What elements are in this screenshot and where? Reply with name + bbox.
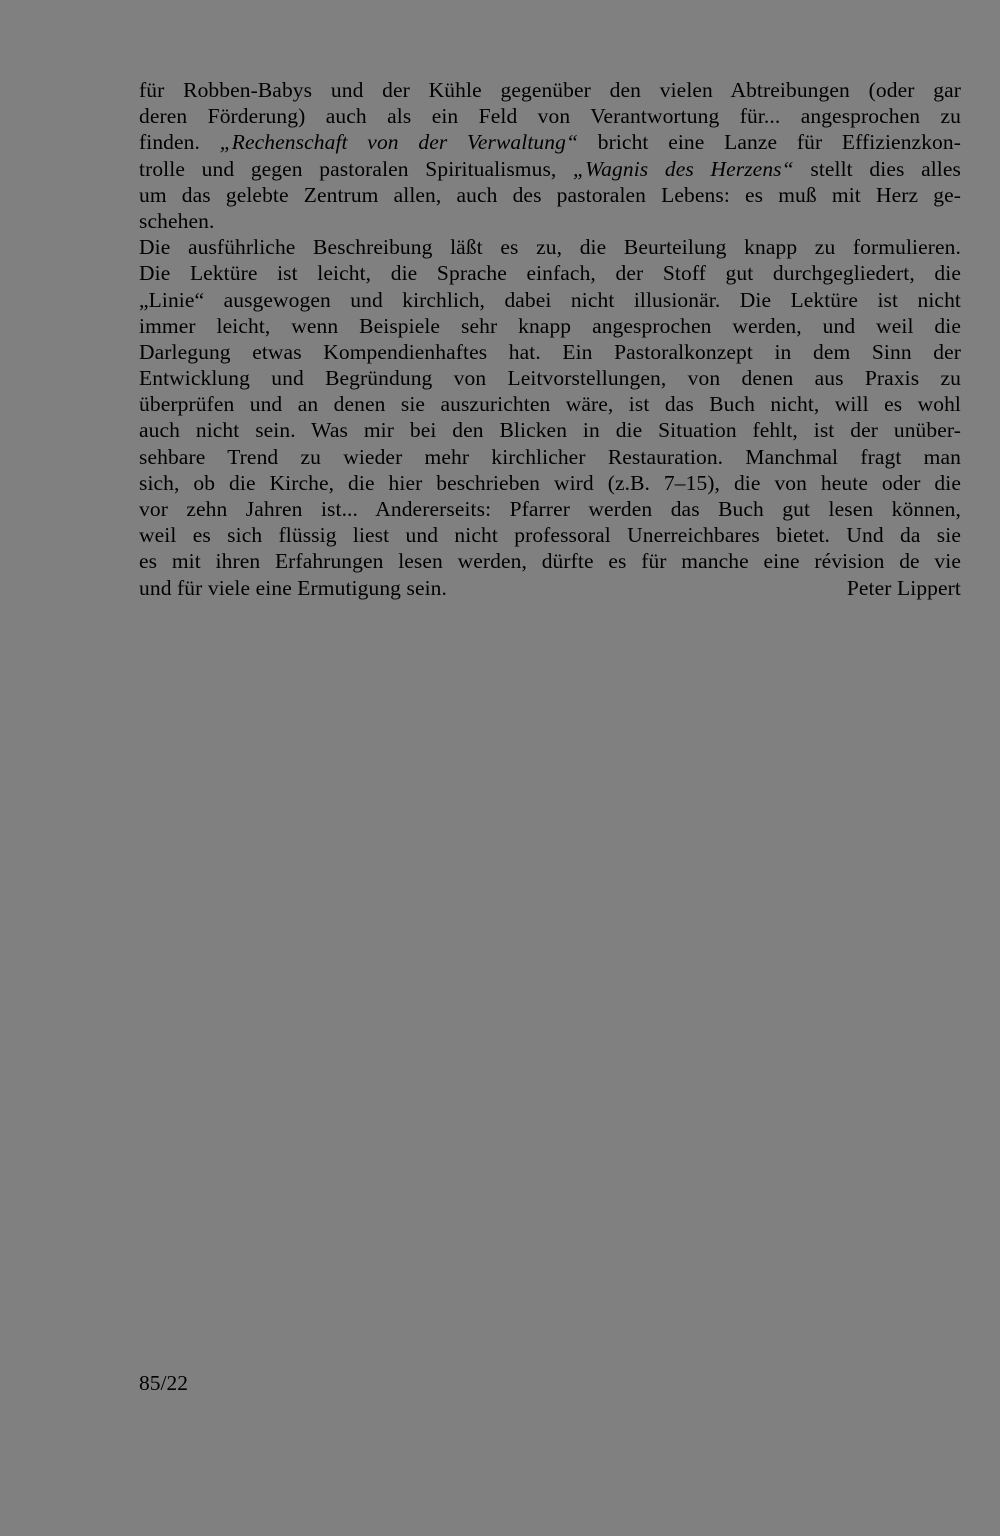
text-line-with-signature	[139, 575, 961, 601]
text-line: um das gelebte Zentrum allen, auch des pastoralen Lebens: es muß mit Herz ge-	[139, 182, 961, 207]
text-line: Die Lektüre ist leicht, die Sprache einfach, der Stoff gut durchgegliedert, die	[139, 261, 961, 286]
text-line: für Robben-Babys und der Kühle gegenüber den vielen Abtreibungen (oder gar	[139, 78, 961, 102]
final-sentence: und für viele eine Ermutigung sein.	[139, 575, 448, 600]
text-line: weil es sich flüssig liest und nicht professoral Unerreichbares bietet. Und da sie	[139, 523, 961, 548]
text-line: vor zehn Jahren ist... Andererseits: Pfarrer werden das Buch gut lesen können,	[139, 497, 961, 521]
page-number: 85/22	[139, 1371, 188, 1395]
text-line: es mit ihren Erfahrungen lesen werden, dürfte es für manche eine révision de vie	[139, 549, 961, 574]
text-line: sich, ob die Kirche, die hier beschrieben wird (z.B. 7–15), die von heute oder die	[139, 470, 961, 495]
text-line: finden. „Rechenschaft von der Verwaltung“ bricht eine Lanze für Effizienzkon-	[139, 130, 962, 155]
book-section-title: „Wagnis des Herzens“	[573, 156, 794, 181]
text-line: deren Förderung) auch als ein Feld von Verantwortung für... angesprochen zu	[139, 104, 961, 129]
book-section-title: „Rechenschaft von der Verwaltung“	[219, 130, 579, 155]
text-line: sehbare Trend zu wieder mehr kirchlicher Restauration. Manchmal fragt man	[139, 444, 961, 469]
text-line: auch nicht sein. Was mir bei den Blicken in die Situation fehlt, ist der unüber-	[139, 418, 961, 443]
author-name: Peter Lippert	[846, 575, 961, 600]
text-line: Die ausführliche Beschreibung läßt es zu, die Beurteilung knapp zu formulieren.	[139, 235, 961, 260]
text-line: Entwicklung und Begründung von Leitvorstellungen, von denen aus Praxis zu	[139, 366, 961, 391]
text-line: überprüfen und an denen sie auszurichten wäre, ist das Buch nicht, will es wohl	[139, 392, 961, 417]
review-text	[139, 77, 961, 601]
text-line: „Linie“ ausgewogen und kirchlich, dabei nicht illusionär. Die Lektüre ist nicht	[139, 287, 961, 312]
text-line: trolle und gegen pastoralen Spiritualismus, „Wagnis des Herzens“ stellt dies alles	[139, 156, 961, 181]
text-line: schehen.	[139, 208, 215, 233]
text-line: Darlegung etwas Kompendienhaftes hat. Ein Pastoralkonzept in dem Sinn der	[139, 339, 961, 364]
text-line: immer leicht, wenn Beispiele sehr knapp angesprochen werden, und weil die	[139, 313, 961, 338]
